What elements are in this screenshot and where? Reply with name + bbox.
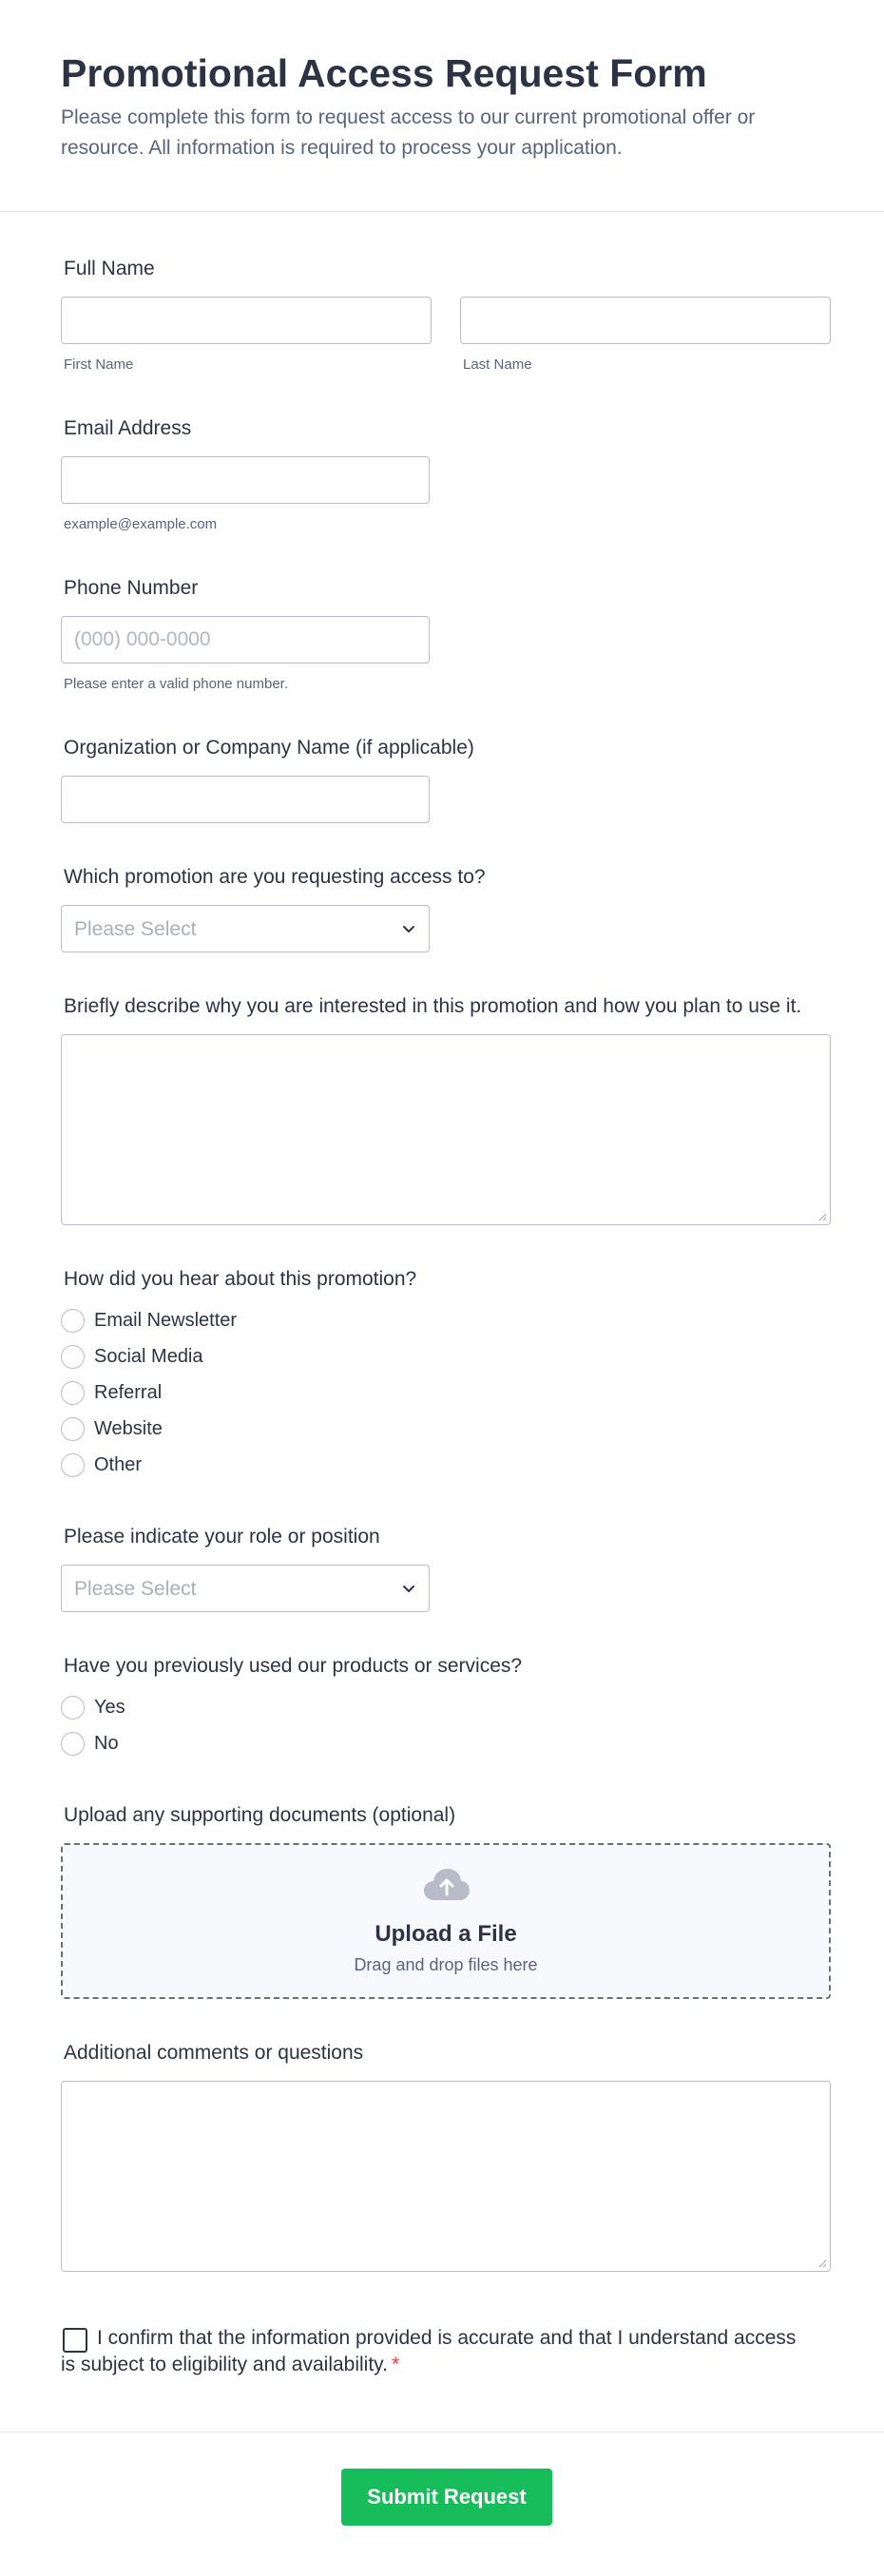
promotion-select-value: Please Select	[74, 918, 197, 940]
interest-textarea[interactable]	[61, 1034, 831, 1225]
phone-label	[61, 576, 198, 601]
radio-circle[interactable]	[61, 1696, 85, 1720]
upload-subtitle: Drag and drop files here	[354, 1955, 538, 1974]
last-name-input[interactable]	[460, 297, 831, 344]
promotion-select[interactable]	[61, 905, 430, 952]
full-name-label	[61, 257, 155, 281]
form-header	[0, 0, 884, 212]
cloud-upload-icon	[423, 1868, 471, 1902]
hear-about-label	[61, 1267, 416, 1292]
full-name-label-text: Full Name	[64, 258, 155, 279]
organization-label	[61, 736, 474, 760]
chevron-down-icon	[400, 1580, 417, 1597]
radio-label: Yes	[94, 1696, 125, 1718]
resize-handle-icon[interactable]	[817, 2259, 827, 2268]
confirm-label: I confirm that the information provided is accurate and that I understand access is subject to eligibility and availability.	[61, 2327, 797, 2375]
resize-handle-icon[interactable]	[817, 1212, 827, 1221]
radio-option-social-media[interactable]	[61, 1344, 203, 1369]
role-label-text: Please indicate your role or position	[64, 1526, 380, 1548]
role-select-value: Please Select	[74, 1578, 197, 1600]
comments-textarea[interactable]	[61, 2081, 831, 2272]
interest-label	[61, 994, 801, 1019]
interest-label-text: Briefly describe why you are interested in this promotion and how you plan to use it.	[64, 995, 802, 1017]
radio-circle[interactable]	[61, 1417, 85, 1441]
radio-circle[interactable]	[61, 1309, 85, 1333]
chevron-down-icon	[400, 920, 417, 937]
promotion-label	[61, 865, 486, 890]
required-asterisk: *	[391, 2354, 400, 2375]
hear-about-label-text: How did you hear about this promotion?	[64, 1268, 417, 1290]
radio-option-no[interactable]	[61, 1731, 119, 1756]
radio-circle[interactable]	[61, 1381, 85, 1405]
previous-use-label-text: Have you previously used our products or services?	[64, 1655, 523, 1677]
radio-label: Social Media	[94, 1345, 203, 1367]
radio-option-email-newsletter[interactable]	[61, 1308, 237, 1333]
page-title: Promotional Access Request Form	[61, 51, 707, 95]
radio-option-website[interactable]	[61, 1416, 163, 1441]
organization-label-text: Organization or Company Name (if applicable)	[64, 737, 474, 759]
organization-input[interactable]	[61, 776, 430, 823]
radio-label: Website	[94, 1417, 163, 1439]
radio-option-yes[interactable]	[61, 1695, 125, 1720]
email-input[interactable]	[61, 456, 430, 504]
radio-label: Other	[94, 1453, 143, 1475]
phone-label-text: Phone Number	[64, 577, 199, 599]
confirm-text[interactable]	[61, 2325, 802, 2378]
submit-button[interactable]: Submit Request	[341, 2469, 552, 2526]
phone-sublabel: Please enter a valid phone number.	[64, 676, 288, 692]
radio-option-referral[interactable]	[61, 1380, 162, 1405]
radio-label: No	[94, 1732, 119, 1754]
comments-label-text: Additional comments or questions	[64, 2042, 364, 2064]
radio-circle[interactable]	[61, 1732, 85, 1756]
role-label	[61, 1525, 380, 1549]
radio-circle[interactable]	[61, 1453, 85, 1477]
page-subtitle: Please complete this form to request access to our current promotional offer or resource. All information is required to process your application.	[61, 106, 756, 159]
upload-label	[61, 1803, 455, 1828]
last-name-sublabel: Last Name	[463, 356, 532, 373]
first-name-sublabel: First Name	[64, 356, 134, 373]
radio-circle[interactable]	[61, 1345, 85, 1369]
radio-label: Referral	[94, 1381, 163, 1403]
upload-title: Upload a File	[375, 1921, 517, 1947]
confirm-checkbox[interactable]	[63, 2328, 87, 2353]
confirm-field	[61, 2325, 802, 2378]
email-label-text: Email Address	[64, 417, 192, 439]
phone-input[interactable]	[61, 616, 430, 663]
previous-use-label	[61, 1654, 522, 1679]
upload-label-text: Upload any supporting documents (optional)	[64, 1804, 456, 1826]
email-label	[61, 416, 191, 441]
comments-label	[61, 2041, 363, 2066]
radio-label: Email Newsletter	[94, 1309, 238, 1331]
promotion-label-text: Which promotion are you requesting access to?	[64, 866, 486, 888]
role-select[interactable]	[61, 1565, 430, 1612]
file-upload-dropzone[interactable]	[61, 1843, 831, 1999]
radio-option-other[interactable]	[61, 1452, 142, 1477]
email-sublabel: example@example.com	[64, 516, 218, 532]
first-name-input[interactable]	[61, 297, 432, 344]
